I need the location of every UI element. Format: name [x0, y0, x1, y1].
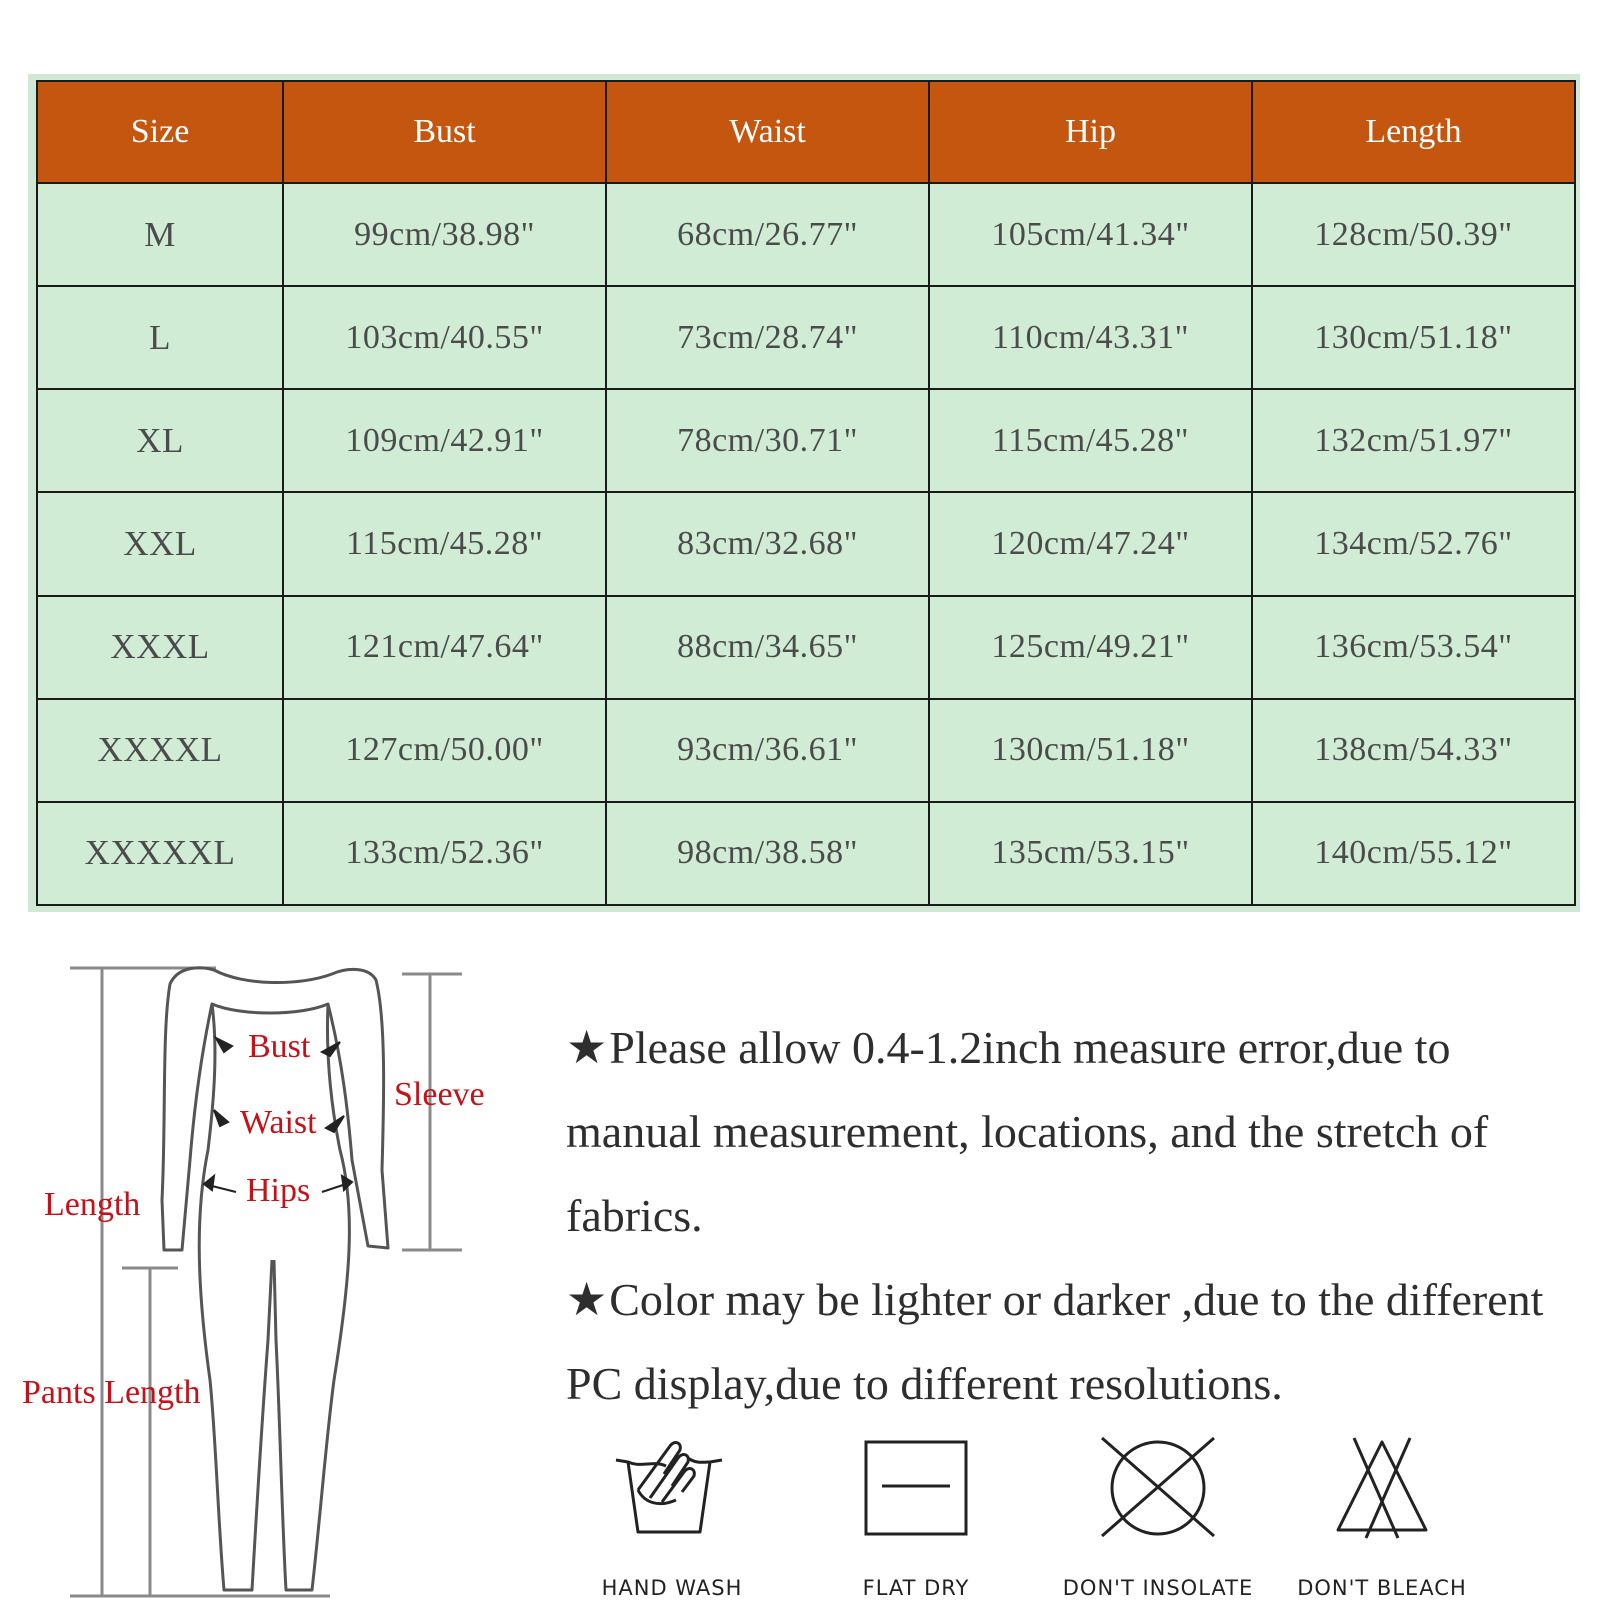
- header-size: Size: [37, 81, 283, 183]
- length-cell: 138cm/54.33": [1252, 699, 1575, 802]
- length-cell: 128cm/50.39": [1252, 183, 1575, 286]
- measurement-figure: [0, 960, 520, 1600]
- hip-cell: 125cm/49.21": [929, 596, 1252, 699]
- care-hand-wash: [572, 1428, 772, 1598]
- notes: [566, 1006, 1576, 1426]
- pants-length-label: Pants Length: [22, 1374, 201, 1411]
- care-label: DON'T INSOLATE: [1062, 1576, 1254, 1600]
- hip-cell: 130cm/51.18": [929, 699, 1252, 802]
- care-label: FLAT DRY: [862, 1576, 970, 1600]
- size-cell: XXXXXL: [37, 802, 283, 905]
- table-row: [37, 699, 1575, 802]
- waist-cell: 73cm/28.74": [606, 286, 929, 389]
- care-flat-dry: [816, 1428, 1016, 1598]
- star-icon: ★: [566, 1022, 608, 1073]
- bust-cell: 99cm/38.98": [283, 183, 606, 286]
- note-color: [566, 1258, 1576, 1426]
- size-cell: XXXXL: [37, 699, 283, 802]
- size-cell: XXXL: [37, 596, 283, 699]
- size-cell: M: [37, 183, 283, 286]
- length-cell: 130cm/51.18": [1252, 286, 1575, 389]
- length-cell: 140cm/55.12": [1252, 802, 1575, 905]
- bust-cell: 133cm/52.36": [283, 802, 606, 905]
- hip-cell: 115cm/45.28": [929, 389, 1252, 492]
- length-cell: 132cm/51.97": [1252, 389, 1575, 492]
- hip-cell: 105cm/41.34": [929, 183, 1252, 286]
- star-icon: ★: [566, 1274, 608, 1325]
- care-dont-bleach: [1282, 1428, 1482, 1598]
- size-cell: L: [37, 286, 283, 389]
- hip-cell: 135cm/53.15": [929, 802, 1252, 905]
- care-label: DON'T BLEACH: [1297, 1576, 1467, 1600]
- waist-cell: 93cm/36.61": [606, 699, 929, 802]
- header-length: Length: [1252, 81, 1575, 183]
- care-label: HAND WASH: [601, 1576, 743, 1600]
- dont-tumble-icon: [1058, 1428, 1258, 1568]
- size-cell: XXL: [37, 492, 283, 595]
- length-cell: 136cm/53.54": [1252, 596, 1575, 699]
- table-row: [37, 492, 1575, 595]
- bust-cell: 121cm/47.64": [283, 596, 606, 699]
- header-bust: Bust: [283, 81, 606, 183]
- bust-label: Bust: [248, 1028, 311, 1065]
- table-row: [37, 183, 1575, 286]
- note-text: Please allow 0.4-1.2inch measure error,due to manual measurement, locations, and the stretch of fabrics.: [566, 1022, 1489, 1241]
- hips-label: Hips: [246, 1172, 311, 1209]
- table-row: [37, 802, 1575, 905]
- waist-label: Waist: [240, 1104, 317, 1141]
- header-waist: Waist: [606, 81, 929, 183]
- size-chart: [28, 74, 1580, 912]
- length-cell: 134cm/52.76": [1252, 492, 1575, 595]
- table-header-row: [37, 81, 1575, 183]
- hand-wash-icon: [572, 1428, 772, 1568]
- dont-bleach-icon: [1282, 1428, 1482, 1568]
- bust-cell: 103cm/40.55": [283, 286, 606, 389]
- header-hip: Hip: [929, 81, 1252, 183]
- bust-cell: 115cm/45.28": [283, 492, 606, 595]
- size-table: [36, 80, 1576, 906]
- bust-cell: 127cm/50.00": [283, 699, 606, 802]
- care-dont-insolate: [1058, 1428, 1258, 1598]
- size-cell: XL: [37, 389, 283, 492]
- length-label: Length: [44, 1186, 141, 1223]
- waist-cell: 83cm/32.68": [606, 492, 929, 595]
- waist-cell: 78cm/30.71": [606, 389, 929, 492]
- sleeve-label: Sleeve: [394, 1076, 485, 1113]
- note-measure-error: [566, 1006, 1576, 1258]
- note-text: Color may be lighter or darker ,due to the different PC display,due to different resolutions.: [566, 1274, 1544, 1409]
- waist-cell: 68cm/26.77": [606, 183, 929, 286]
- table-row: [37, 286, 1575, 389]
- hip-cell: 110cm/43.31": [929, 286, 1252, 389]
- waist-cell: 88cm/34.65": [606, 596, 929, 699]
- waist-cell: 98cm/38.58": [606, 802, 929, 905]
- table-row: [37, 389, 1575, 492]
- flat-dry-icon: [816, 1428, 1016, 1568]
- hip-cell: 120cm/47.24": [929, 492, 1252, 595]
- table-row: [37, 596, 1575, 699]
- bust-cell: 109cm/42.91": [283, 389, 606, 492]
